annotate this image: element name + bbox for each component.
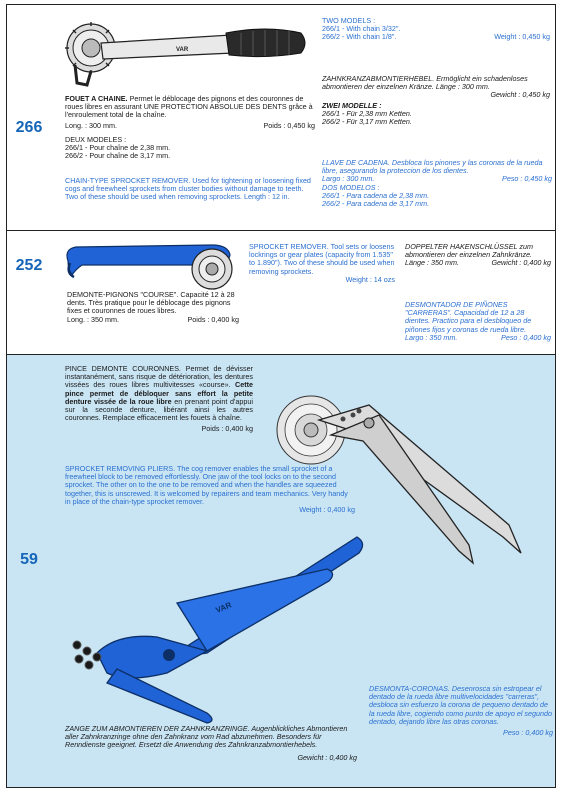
product-section-252 xyxy=(7,231,555,355)
model-line-fr: 266/1 - Pour chaîne de 2,38 mm. xyxy=(65,143,171,153)
weight-en: Weight : 0,450 kg xyxy=(494,32,550,42)
weight-fr: Poids : 0,400 kg xyxy=(187,314,239,324)
product-number: 59 xyxy=(20,551,38,568)
length-es: Largo : 300 mm. xyxy=(322,174,375,184)
length-fr: Long. : 300 mm. xyxy=(65,120,117,130)
description-fr xyxy=(65,95,315,160)
weight-de: Gewicht : 0,450 kg xyxy=(490,90,550,100)
body-de: ZAHNKRANZABMONTIERHEBEL. Ermöglicht ein schadenloses abmontieren der einzelnen Kränze. Länge : 300 mm. xyxy=(322,74,528,92)
length-de: Länge : 350 mm. xyxy=(405,258,459,268)
length-fr: Long. : 350 mm. xyxy=(67,314,119,324)
body-fr: DEMONTE-PIGNONS "COURSE". Capacité 12 à 28 dents. Très pratique pour le déblocage des pignons fixes et couronnes de roues libres. xyxy=(67,290,235,316)
sprocket-drawing xyxy=(192,249,232,289)
tool-brand-mark: VAR xyxy=(176,47,189,53)
weight-fr: Poids : 0,450 kg xyxy=(263,120,315,130)
model-line-es: 266/2 - Para cadena de 3,17 mm. xyxy=(322,199,430,209)
description-es xyxy=(369,685,553,737)
description-de xyxy=(65,725,357,762)
description-de xyxy=(405,243,551,268)
body-es: LLAVE DE CADENA. Desbloca los pinones y las coronas de la rueda libre, asegurando la proteccion de los dientes. xyxy=(322,158,543,176)
product-section-59 xyxy=(7,355,555,788)
weight-es: Peso : 0,400 kg xyxy=(503,728,553,738)
body-de: DOPPELTER HAKENSCHLÜSSEL zum abmontieren der einzelnen Zahnkränze. xyxy=(405,242,533,260)
models-title-de: ZWEI MODELLE : xyxy=(322,100,382,110)
body-en: SPROCKET REMOVER. Tool sets or loosens lockrings or gear plates (capacity from 1.535" to 1.890"). Two of these should be used when removing sprockets. xyxy=(249,242,395,276)
body-es: DESMONTADOR DE PIÑONES "CARRERAS". Capacidad de 12 a 28 dientes. Practico para el desbloqueo de piñones fijos y coronas de rueda libre. xyxy=(405,300,532,334)
weight-en: Weight : 14 ozs xyxy=(345,274,395,284)
body-es: DESMONTA-CORONAS. Desenrosca sin estropear el dentado de la rueda libre multivelocidades "carreras", desbloca sin esfuerzo la corona de pequeno dentado de la rueda libre, cogiendo como punto de apoyo el segundo dentado, dejando libre las otras coronas. xyxy=(369,684,553,726)
models-title-fr: DEUX MODELES : xyxy=(65,134,127,144)
product-section-266 xyxy=(7,5,555,231)
description-en xyxy=(249,243,395,284)
models-title-es: DOS MODELOS : xyxy=(322,182,380,192)
model-line-en: 266/1 - With chain 3/32". xyxy=(322,24,401,34)
weight-fr: Poids : 0,400 kg xyxy=(201,424,253,434)
models-en xyxy=(322,17,550,42)
description-de xyxy=(322,75,550,126)
weight-en: Weight : 0,400 kg xyxy=(299,505,355,515)
weight-es: Peso : 0,450 kg xyxy=(502,174,552,184)
chain-links-drawing xyxy=(73,641,101,669)
description-fr xyxy=(65,365,253,434)
weight-de: Gewicht : 0,400 kg xyxy=(491,258,551,268)
intro-fr: PINCE DEMONTE COURONNES. Permet de dévisser instantanément, sans risque de détérioration, les dentures vissées des roues libres multivitesses «course». xyxy=(65,364,253,390)
model-line-en: 266/2 - With chain 1/8". xyxy=(322,32,397,42)
model-line-de: 266/1 - Für 2,38 mm Ketten. xyxy=(322,108,412,118)
length-es: Largo : 350 mm. xyxy=(405,332,458,342)
models-title-en: TWO MODELS : xyxy=(322,16,376,25)
weight-de: Gewicht : 0,400 kg xyxy=(297,752,357,762)
model-line-fr: 266/2 - Pour chaîne de 3,17 mm. xyxy=(65,151,171,161)
description-fr xyxy=(67,291,239,324)
description-en: CHAIN-TYPE SPROCKET REMOVER. Used for tightening or loosening fixed cogs and freewheel sprockets from cluster bodies without damage to teeth. Two of these should be used when removing sprockets. Length : 12 in. xyxy=(65,176,311,202)
body-en: SPROCKET REMOVING PLIERS. The cog remover enables the small sprocket of a freewheel block to be removed effortlessly. One jaw of the tool locks on to the second sprocket. The other on to the one to be removed and when the handles are squeezed together, this is unscrewed. It is welcomed by repairers and team mechanics. Very handy in place of the chain-type sprocket remover. xyxy=(65,464,348,506)
body-de: ZANGE ZUM ABMONTIEREN DER ZAHNKRANZRINGE. Augenblickliches Abmontieren aller Zahnkranzringe ohne den Zahnkranz vom Rad abzunehmen. Besonders für Renndienste geeignet. Ersetzt die Anwendung des Zahnkranzabmontierhebels. xyxy=(65,724,348,750)
description-es xyxy=(405,301,551,342)
model-line-es: 266/1 - Para cadena de 2,38 mm. xyxy=(322,190,430,200)
catalog-page xyxy=(6,4,556,788)
sprocket-cluster-drawing xyxy=(277,396,345,464)
description-es xyxy=(322,159,552,208)
weight-es: Peso : 0,400 kg xyxy=(501,332,551,342)
outro-fr: en prenant point d'appui sur la seconde denture, libérant ainsi les autres couronnes. Remplace efficacement les fouets à chaîne. xyxy=(65,396,253,423)
body-fr: Permet le déblocage des pignons et des couronnes de roues libres en assurant UNE PROTECTION ABSOLUE DES DENTS grâce à l'enroulement total de la chaîne. xyxy=(65,94,313,120)
product-number: 266 xyxy=(15,119,43,136)
chain-whip-illustration xyxy=(61,13,311,93)
model-line-de: 266/2 - Für 3,17 mm Ketten. xyxy=(322,117,412,127)
tool-brand-mark: VAR xyxy=(214,600,233,615)
blue-pliers-illustration xyxy=(57,533,377,723)
title-fr: FOUET A CHAINE. xyxy=(65,94,128,103)
product-number: 252 xyxy=(15,257,43,274)
emphasis-fr: Cette pince permet de débloquer sans effort la petite denture vissée de la roue libre xyxy=(65,380,253,406)
